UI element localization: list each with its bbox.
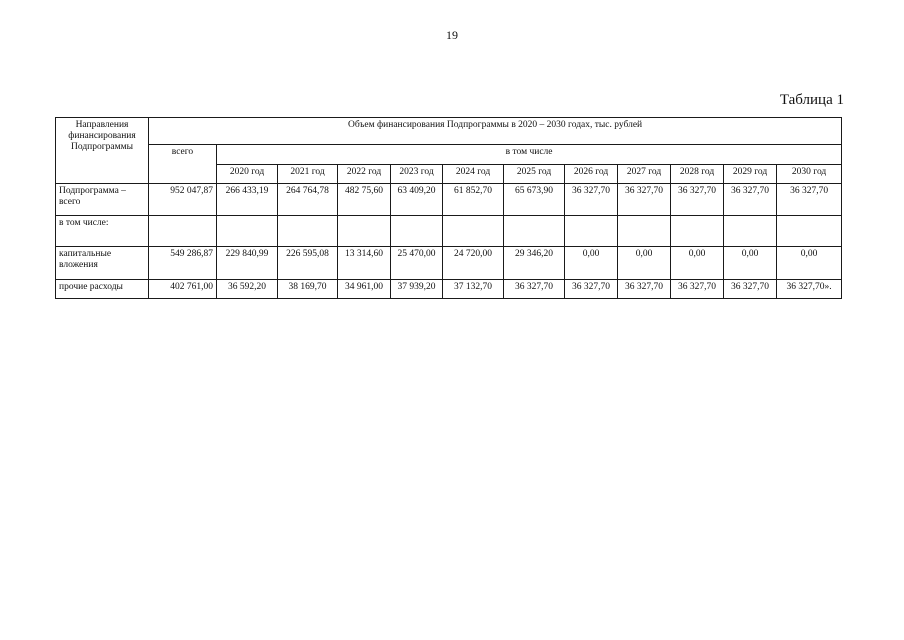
cell-value: 13 314,60 [338,247,391,280]
cell-value: 226 595,08 [278,247,338,280]
header-direction: Направления финансирования Подпрограммы [56,118,149,184]
cell-empty [443,216,504,247]
cell-value: 36 327,70 [724,184,777,216]
cell-total: 402 761,00 [149,280,217,299]
cell-value: 37 132,70 [443,280,504,299]
cell-value: 266 433,19 [217,184,278,216]
header-row-2 [56,145,842,165]
cell-value: 38 169,70 [278,280,338,299]
cell-value: 36 327,70 [724,280,777,299]
cell-value: 0,00 [777,247,842,280]
cell-value: 36 327,70 [618,280,671,299]
row-label: капитальные вложения [56,247,149,280]
cell-empty [777,216,842,247]
table-caption: Таблица 1 [779,92,844,108]
header-year: 2021 год [278,165,338,184]
header-year: 2022 год [338,165,391,184]
header-year: 2020 год [217,165,278,184]
cell-empty [504,216,565,247]
cell-value: 264 764,78 [278,184,338,216]
header-year: 2025 год [504,165,565,184]
header-year: 2028 год [671,165,724,184]
cell-value: 482 75,60 [338,184,391,216]
header-year: 2029 год [724,165,777,184]
cell-empty [278,216,338,247]
cell-empty [618,216,671,247]
cell-empty [565,216,618,247]
row-label: в том числе: [56,216,149,247]
cell-value: 24 720,00 [443,247,504,280]
table-row-including [56,216,842,247]
cell-value: 63 409,20 [391,184,443,216]
header-total: всего [149,145,217,184]
cell-value: 36 592,20 [217,280,278,299]
cell-value: 36 327,70 [565,280,618,299]
cell-empty [671,216,724,247]
cell-total: 549 286,87 [149,247,217,280]
header-row-1 [56,118,842,145]
header-year: 2027 год [618,165,671,184]
financing-table [55,117,842,299]
cell-empty [724,216,777,247]
cell-empty [338,216,391,247]
cell-value: 0,00 [565,247,618,280]
header-year: 2024 год [443,165,504,184]
cell-value: 61 852,70 [443,184,504,216]
cell-value: 36 327,70 [671,280,724,299]
header-year: 2026 год [565,165,618,184]
header-year: 2030 год [777,165,842,184]
cell-value: 36 327,70». [777,280,842,299]
cell-value: 0,00 [671,247,724,280]
cell-value: 229 840,99 [217,247,278,280]
cell-empty [217,216,278,247]
cell-value: 25 470,00 [391,247,443,280]
table-row-capital [56,247,842,280]
header-volume: Объем финансирования Подпрограммы в 2020 – 2030 годах, тыс. рублей [149,118,842,145]
cell-value: 36 327,70 [618,184,671,216]
cell-value: 0,00 [618,247,671,280]
header-year: 2023 год [391,165,443,184]
cell-empty [149,216,217,247]
page-number: 19 [446,28,458,42]
cell-value: 0,00 [724,247,777,280]
table-row-total [56,184,842,216]
cell-total: 952 047,87 [149,184,217,216]
table-row-other [56,280,842,299]
cell-value: 36 327,70 [671,184,724,216]
cell-value: 36 327,70 [565,184,618,216]
cell-empty [391,216,443,247]
cell-value: 37 939,20 [391,280,443,299]
row-label: Подпрограмма – всего [56,184,149,216]
cell-value: 36 327,70 [504,280,565,299]
row-label: прочие расходы [56,280,149,299]
cell-value: 36 327,70 [777,184,842,216]
header-including: в том числе [217,145,842,165]
cell-value: 29 346,20 [504,247,565,280]
cell-value: 65 673,90 [504,184,565,216]
cell-value: 34 961,00 [338,280,391,299]
